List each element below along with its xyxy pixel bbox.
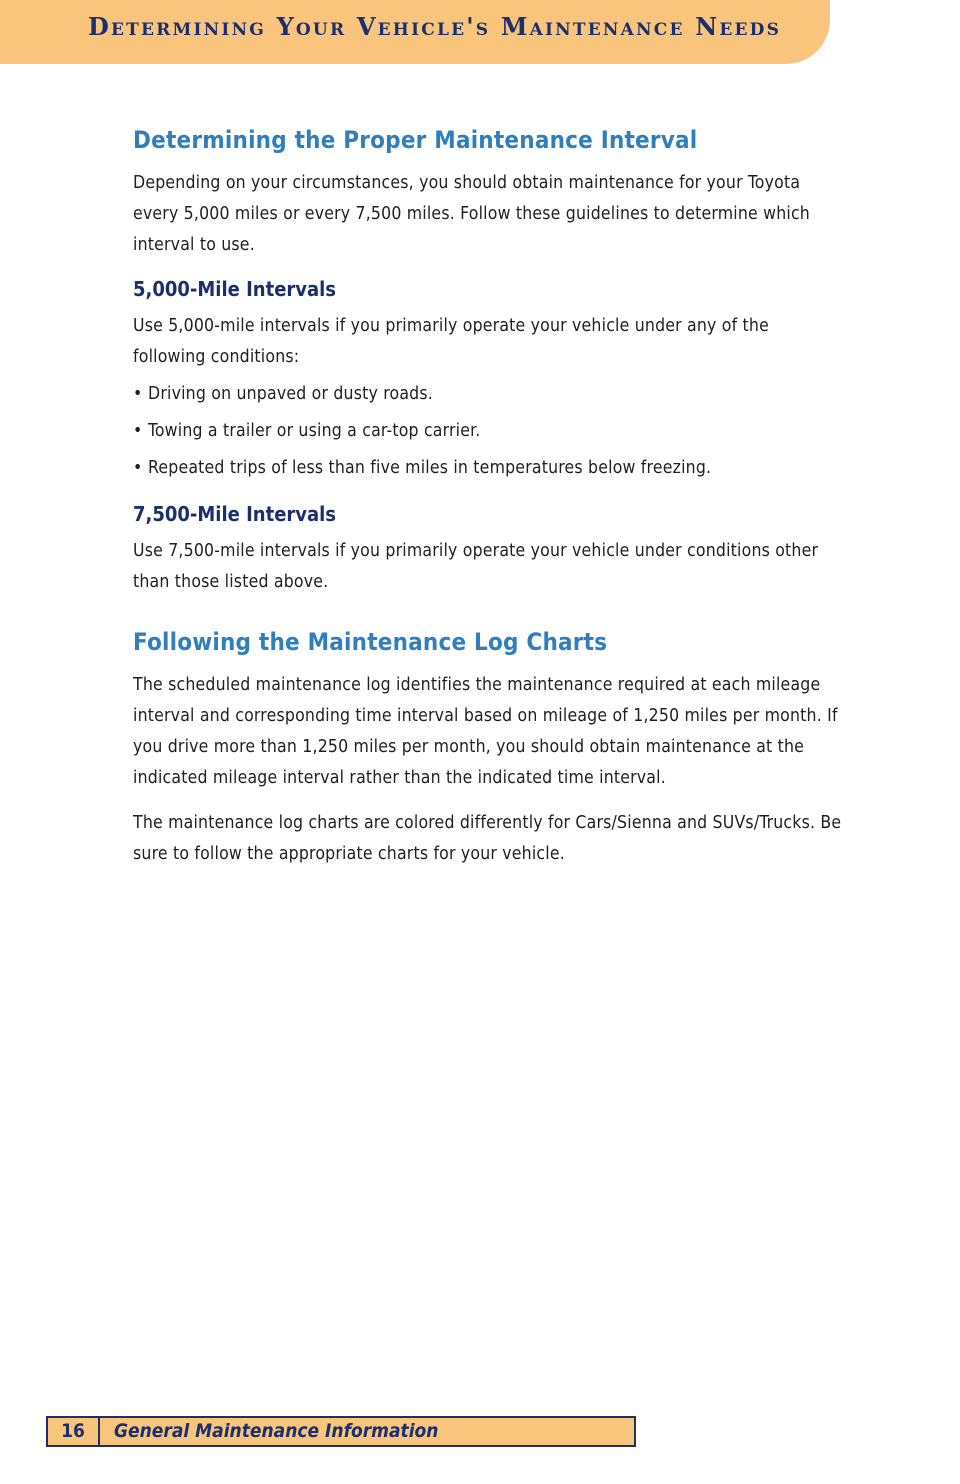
- conditions-list: [133, 379, 843, 484]
- footer-section-label: General Maintenance Information: [114, 1420, 439, 1442]
- section-heading-log-charts: Following the Maintenance Log Charts: [133, 628, 608, 656]
- section-heading-interval: Determining the Proper Maintenance Interval: [133, 126, 698, 154]
- page-number: 16: [48, 1418, 100, 1445]
- subheading-5000: 5,000-Mile Intervals: [133, 277, 337, 301]
- subheading-7500: 7,500-Mile Intervals: [133, 502, 337, 526]
- paragraph-log-2: The maintenance log charts are colored differently for Cars/Sienna and SUVs/Trucks. Be sure to follow the appropriate charts for your vehicle.: [133, 813, 842, 864]
- paragraph-7500: Use 7,500-mile intervals if you primarily operate your vehicle under conditions other than those listed above.: [133, 541, 819, 592]
- list-item: • Towing a trailer or using a car-top carrier.: [133, 416, 843, 447]
- list-item: • Repeated trips of less than five miles in temperatures below freezing.: [133, 453, 843, 484]
- header-banner: [0, 0, 830, 64]
- section-intro: Depending on your circumstances, you should obtain maintenance for your Toyota every 5,000 miles or every 7,500 miles. Follow these guidelines to determine which interval to use.: [133, 173, 810, 255]
- paragraph-5000: Use 5,000-mile intervals if you primarily operate your vehicle under any of the following conditions:: [133, 316, 769, 367]
- list-item: • Driving on unpaved or dusty roads.: [133, 379, 843, 410]
- main-content: [133, 126, 843, 884]
- footer-bar: [46, 1416, 636, 1447]
- page-title: Determining Your Vehicle's Maintenance Needs: [88, 12, 782, 41]
- paragraph-log-1: The scheduled maintenance log identifies the maintenance required at each mileage interval and corresponding time interval based on mileage of 1,250 miles per month. If you drive more than 1,250 miles per month, you should obtain maintenance at the indicated mileage interval rather than the indicated time interval.: [133, 675, 838, 788]
